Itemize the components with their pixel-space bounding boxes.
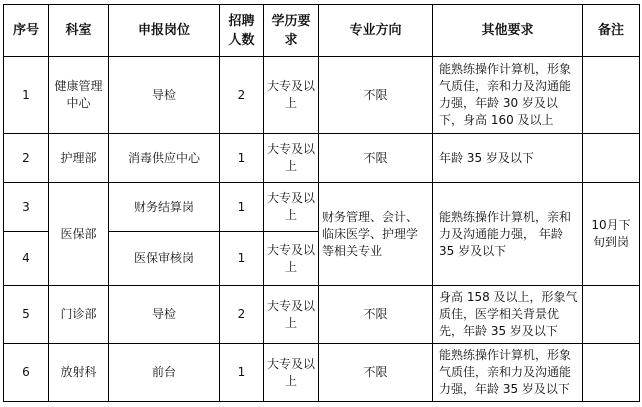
table-row <box>4 183 640 232</box>
cell-edu: 大专及以上 <box>264 344 319 402</box>
cell-count: 1 <box>220 232 264 286</box>
cell-post: 财务结算岗 <box>109 183 220 232</box>
header-dept: 科室 <box>49 5 109 57</box>
cell-post: 前台 <box>109 344 220 402</box>
cell-major: 不限 <box>319 57 433 134</box>
cell-edu: 大专及以上 <box>264 232 319 286</box>
header-post: 申报岗位 <box>109 5 220 57</box>
header-row <box>4 5 640 57</box>
cell-dept: 门诊部 <box>49 286 109 344</box>
cell-count: 2 <box>220 57 264 134</box>
cell-post: 消毒供应中心 <box>109 134 220 183</box>
header-count: 招聘人数 <box>220 5 264 57</box>
cell-count: 2 <box>220 286 264 344</box>
cell-note <box>583 344 640 402</box>
cell-note <box>583 57 640 134</box>
cell-post: 导检 <box>109 57 220 134</box>
cell-no: 6 <box>4 344 49 402</box>
cell-other: 身高 158 及以上，形象气质佳，医学相关背景优先，年龄 35 岁及以下 <box>433 286 583 344</box>
cell-count: 1 <box>220 344 264 402</box>
cell-no: 1 <box>4 57 49 134</box>
cell-count: 1 <box>220 134 264 183</box>
cell-edu: 大专及以上 <box>264 134 319 183</box>
table-row <box>4 134 640 183</box>
cell-edu: 大专及以上 <box>264 183 319 232</box>
cell-dept: 健康管理中心 <box>49 57 109 134</box>
cell-note <box>583 134 640 183</box>
cell-dept: 放射科 <box>49 344 109 402</box>
cell-major: 财务管理、会计、临床医学、护理学等相关专业 <box>319 183 433 286</box>
header-edu: 学历要求 <box>264 5 319 57</box>
cell-note: 10月下旬到岗 <box>583 183 640 286</box>
cell-other: 年龄 35 岁及以下 <box>433 134 583 183</box>
cell-dept: 医保部 <box>49 183 109 286</box>
cell-other: 能熟练操作计算机，形象气质佳，亲和力及沟通能力强，年龄 30 岁及以下，身高 160 及以上 <box>433 57 583 134</box>
cell-no: 2 <box>4 134 49 183</box>
cell-note <box>583 286 640 344</box>
header-note: 备注 <box>583 5 640 57</box>
cell-dept: 护理部 <box>49 134 109 183</box>
cell-other: 能熟练操作计算机，亲和力及沟通能力强， 年龄 35 岁及以下 <box>433 183 583 286</box>
cell-count: 1 <box>220 183 264 232</box>
cell-no: 4 <box>4 232 49 286</box>
cell-post: 导检 <box>109 286 220 344</box>
cell-no: 5 <box>4 286 49 344</box>
recruitment-table <box>3 4 640 402</box>
table-row <box>4 57 640 134</box>
cell-edu: 大专及以上 <box>264 286 319 344</box>
header-major: 专业方向 <box>319 5 433 57</box>
cell-major: 不限 <box>319 286 433 344</box>
cell-major: 不限 <box>319 344 433 402</box>
cell-no: 3 <box>4 183 49 232</box>
cell-post: 医保审核岗 <box>109 232 220 286</box>
table-row <box>4 286 640 344</box>
header-other: 其他要求 <box>433 5 583 57</box>
cell-edu: 大专及以上 <box>264 57 319 134</box>
cell-other: 能熟练操作计算机，形象气质佳，亲和力及沟通能力强，年龄 35 岁及以下 <box>433 344 583 402</box>
table-row <box>4 344 640 402</box>
header-no: 序号 <box>4 5 49 57</box>
cell-major: 不限 <box>319 134 433 183</box>
